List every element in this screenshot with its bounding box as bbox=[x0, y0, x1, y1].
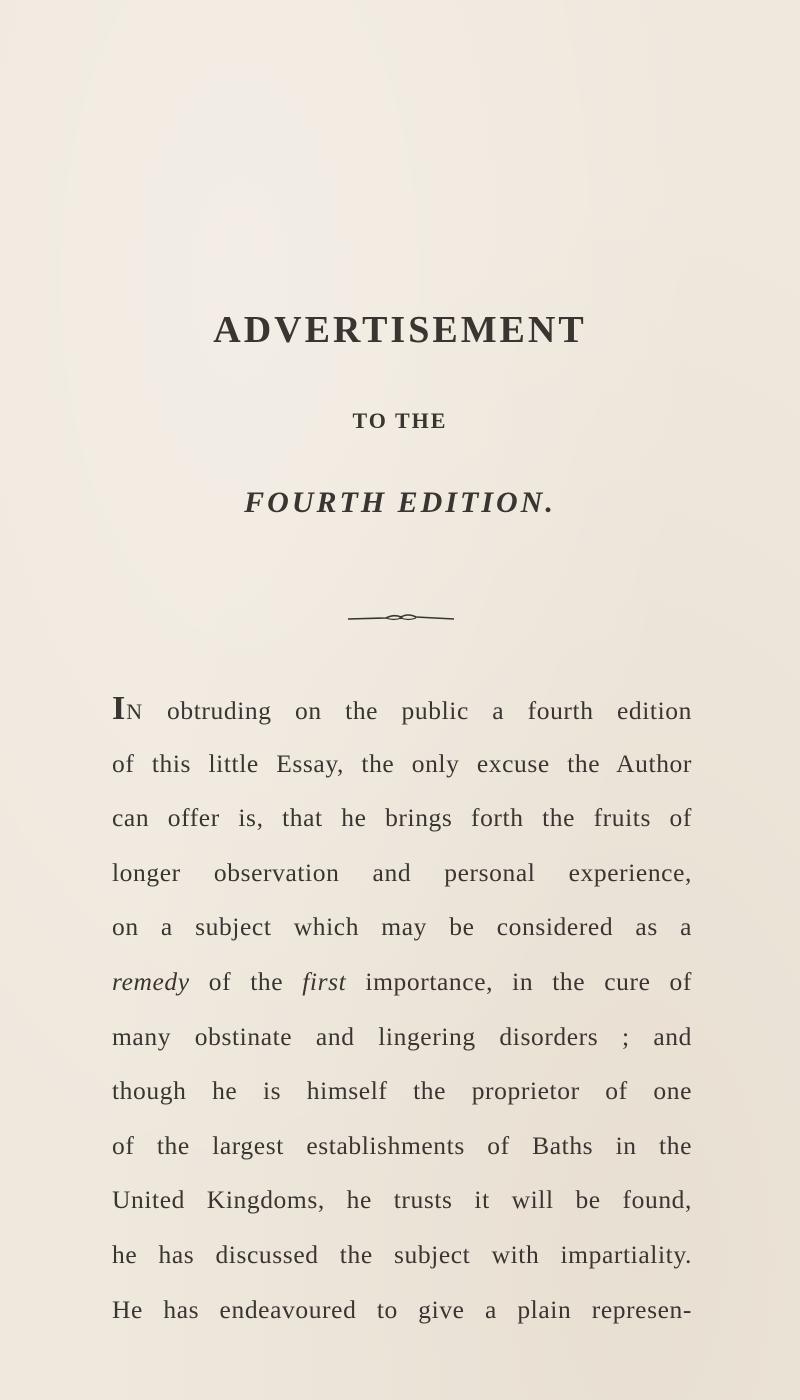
text-line-1-rest: obtruding on the public a fourth edition bbox=[143, 696, 692, 725]
text-line-9: of the largest establishments of Baths in the bbox=[112, 1130, 692, 1160]
edition-heading: FOURTH EDITION. bbox=[244, 486, 556, 519]
italic-first: first bbox=[302, 966, 347, 996]
text-line-4: longer observation and personal experience, bbox=[112, 857, 692, 887]
body-paragraph bbox=[112, 682, 692, 1337]
text-line-2: of this little Essay, the only excuse the Author bbox=[112, 748, 692, 778]
text-line-7: many obstinate and lingering disorders ; and bbox=[112, 1021, 692, 1051]
small-cap: N bbox=[126, 699, 144, 724]
page-title: ADVERTISEMENT bbox=[213, 309, 587, 351]
text-line-12: He has endeavoured to give a plain represen- bbox=[112, 1294, 692, 1324]
text-line-3: can offer is, that he brings forth the fruits of bbox=[112, 803, 692, 833]
text-line-8: though he is himself the proprietor of one bbox=[112, 1076, 692, 1106]
line6-rest: importance, in the cure of bbox=[346, 966, 692, 996]
text-line-11: he has discussed the subject with impartiality. bbox=[112, 1239, 692, 1269]
page-subtitle: TO THE bbox=[352, 408, 448, 433]
decorative-rule-icon bbox=[346, 612, 456, 624]
text-line-5: on a subject which may be considered as a bbox=[112, 912, 692, 942]
text-line-1 bbox=[112, 682, 692, 737]
line6-of-the: of the bbox=[189, 966, 303, 996]
text-line-6 bbox=[112, 955, 692, 1010]
text-line-10: United Kingdoms, he trusts it will be found, bbox=[112, 1185, 692, 1215]
italic-remedy: remedy bbox=[112, 966, 190, 996]
drop-cap: I bbox=[112, 690, 127, 727]
